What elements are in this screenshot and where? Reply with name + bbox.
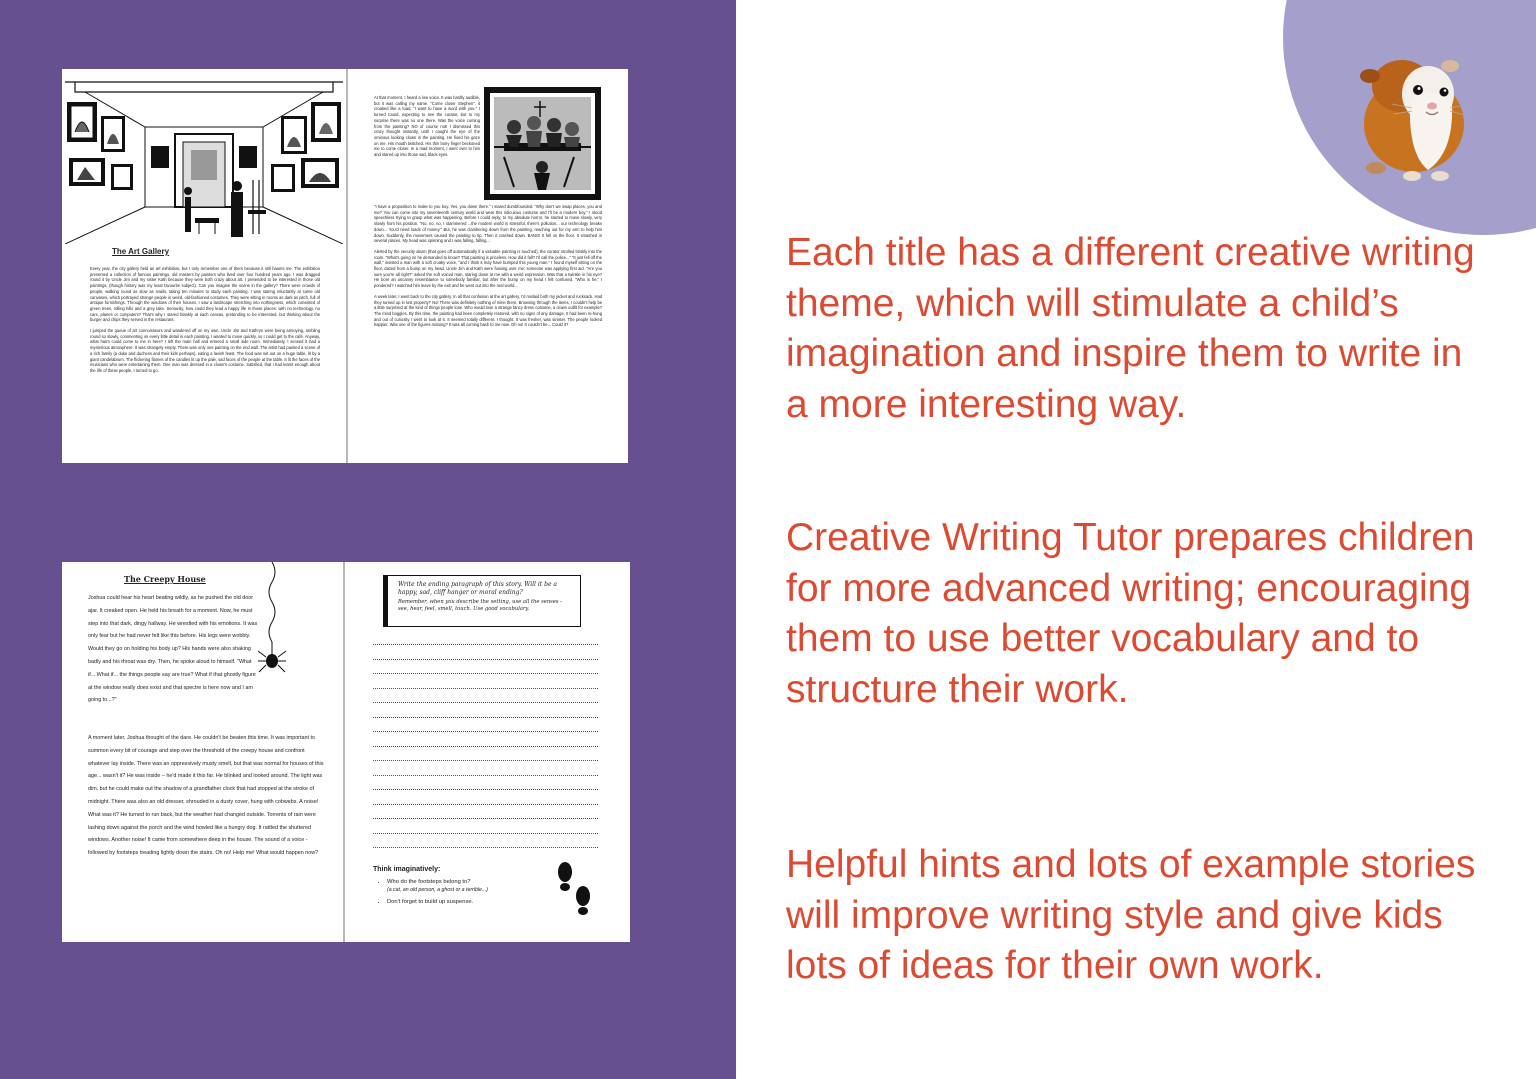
creepy-house-title: The Creepy House	[124, 574, 206, 584]
creepy-house-left-page	[62, 562, 343, 942]
description-paragraph-1: Each title has a different creative writing theme, which will stimulate a child’s imagination and inspire them to write in a more interesting way.	[786, 231, 1475, 426]
writing-line	[373, 702, 598, 703]
painting-illustration	[484, 87, 601, 200]
writing-line	[373, 847, 598, 848]
writing-line	[373, 818, 598, 819]
creepy-house-text-top	[88, 592, 260, 713]
description-paragraph-3: Helpful hints and lots of example stories will improve writing style and give kids lots of ideas for their own work.	[786, 843, 1476, 987]
creepy-house-paragraph: A moment later, Joshua thought of the dare. He couldn't be beaten this time. It was important to summon every bit of courage and step over the threshold of the creepy house and confront whatever lay inside. There was an oppressively musty smell, but that was normal for houses of this age... wasn't it? He was inside – he'd made it this far. He blinked and looked around. The light was dim, but he could make out the shadow of a grandfather clock that had stopped at the stroke of midnight. There was also an old dresser, shrouded in a dusty cover, hung with cobwebs. A noise! What was it? He turned to run back, but the weather had changed outside. Torrents of rain were lashing down against the porch and the wind howled like a hungry dog. It rattled the shuttered windows. Another noise! It came from somewhere deep in the house. The sound of a voice - followed by footsteps treading lightly down the stairs. Oh no! Help me! What would happen now?	[88, 735, 324, 857]
art-gallery-title: The Art Gallery	[112, 247, 170, 256]
think-item-text: Don't forget to build up suspense.	[387, 899, 474, 905]
writing-line	[373, 731, 598, 732]
art-gallery-right-text	[374, 204, 602, 333]
creepy-house-paragraph: Joshua could hear his heart beating wildly, as he pushed the old door ajar. It creaked open. He held his breath for a moment. Now, he must step into that dark, dingy hallway. He wrestled with his emotions. It was only fear but he had never felt like this before. His legs were wobbly. Would they go on holding his body up? His hands were also shaking badly and his throat was dry. Then, he spoke aloud to himself. "What if... What if... the things people say are true? What if that ghostly figure at the window really does exist and that spectre is here now and I am going to...?"	[88, 595, 258, 704]
prompt-reminder: Remember, when you describe the setting, use all the senses - see, hear, feel, smell, touch. Use good vocabulary.	[398, 599, 562, 613]
writing-line	[373, 673, 598, 674]
art-gallery-paragraph: I jumped the queue of art connoisseurs and wandered off on my own. Uncle Jim and Kathryn were being annoying, ambling round so slowly, commenting on every little detail in each painting. I wanted to move quickly, so I could get to the café. Anyway, what harm could come to me in here? I left the main hall and entered a small side room. Immediately, I sensed it had a mysterious atmosphere. It was strangely empty. There was only one painting on the end wall. The artist had painted a scene of a rich family (a duke and duchess and their kids perhaps), eating a lavish feast. The food was set out on a huge table, lit by a giant candelabrum. The flickering flames of the candles lit up the pale, sad faces of the people at the table. It lit the faces of the musicians who were entertaining them. One man was dressed in a clown's costume. Satisfied, that I had learnt enough about the life of these people, I turned to go.	[90, 328, 320, 373]
think-item-text: Who do the footsteps belong to?	[387, 879, 471, 885]
art-gallery-paragraph: Alerted by the security alarm (that goes off automatically if a valuable painting is touched), the curator strolled briskly into the room. "What's going on he demanded to know? That painting is priceless. How did it fall? I'll call the police..." "It just fell off the wall," insisted a man with a soft croaky voice, "and I think it may have bumped this young man." I found myself sitting on the floor, dazed from a bump on my head. Uncle Jim and Kath were fussing over me; someone was applying first aid. "Are you sure you're all right?" asked the soft voiced man, staring down at me with a weird expression. Was that a twinkle in his eye? He bore an uncanny resemblance to somebody familiar, but after the bump on my head I felt confused. "Who is he," I pondered? I watched him leave by the exit and he went out into the real world...	[374, 248, 602, 289]
left-panel	[0, 0, 736, 1079]
writing-line	[373, 644, 598, 645]
writing-line	[373, 717, 598, 718]
art-gallery-spread	[62, 69, 628, 463]
spider-icon	[258, 562, 298, 674]
gutter	[343, 562, 345, 942]
description-paragraph-2: Creative Writing Tutor prepares children for more advanced writing; encouraging them to use better vocabulary and to structure their work.	[786, 516, 1475, 711]
think-item	[387, 878, 553, 894]
think-imaginatively	[373, 866, 553, 910]
art-gallery-paragraph: A week later, I went back to the city gallery. In all that confusion at the art gallery, I'd mislaid both my jacket and rucksack. Had they turned up in lost property? No! There was definitely nothing of mine there. Browsing through the items, I couldn't help be a little surprised at the kind of things people lose. Who would lose a strange fancy dress costume, a clown outfit for example? The mind boggles. By this time, the painting had been completely restored, with no signs of any damage. It had been re-hung and out of curiosity I went to look at it. It seemed totally different. I thought. It was fresher, was sinister. The people looked happier. Was one of the figures missing? It was all coming back to me now. Oh no! It couldn't be... Could it?	[374, 293, 602, 328]
art-gallery-paragraph: "I have a proposition to make to you boy. Yes, you down there." I stared dumbfounded. "Why don't we swap places, you and me? You can come into my seventeenth century world and wear this ridiculous costume and I'll be a modern boy." I stood speechless trying to grasp what was happening. Before I could reply, to my absolute horror, he started to move slowly, very slowly from his position. "No, no, no, I stammered ...the modern world is stressful, there's pollution... our technology breaks down... You'd need loads of money." But, he was clambering down from the painting, reaching out for my arm to help him down. Suddenly, the movement caused the painting to tip. Then it crashed down. BANG! It fell on the floor. It smashed in several places. My head was spinning and I was falling, falling...	[374, 204, 602, 244]
writing-lines	[373, 644, 598, 862]
think-item	[387, 898, 553, 906]
creepy-house-text-bottom	[88, 732, 326, 866]
think-list	[373, 878, 553, 906]
writing-line	[373, 789, 598, 790]
footprints-icon	[551, 860, 599, 922]
writing-line	[373, 775, 598, 776]
writing-line	[373, 659, 598, 660]
think-heading: Think imaginatively:	[373, 866, 441, 873]
art-gallery-right-page	[348, 69, 628, 463]
writing-line	[373, 760, 598, 761]
art-gallery-paragraph: Every year, the city gallery held an art exhibition, but I only remember one of them because it still haunts me. The exhibition presented a collection of famous paintings, old masters by painters who lived over four hundred years ago. I was dragged round it by Uncle Jim and my sister Kath because they were both crazy about art. I pretended to be interested in those old paintings, (though history was my least favourite subject). Can you imagine the scene in the gallery? There were crowds of people, walking round as slow as snails, taking ten minutes to study each painting. I was staring reluctantly at some old canvases, which portrayed strange people in weird, old-fashioned costumes. They were sitting in rooms as dark as pitch, full of antique furnishings. Through the windows of their houses, I saw a landscape stretching into nothingness, which consisted of green trees, rolling hills and a grey lake. Seriously, how could they lead a happy life in those places: with no technology, no cars, planes or computers? That's why I stared blankly at each canvas, pretending to be interested, but thinking about the burger and chips they served in the restaurant.	[90, 266, 320, 323]
art-gallery-left-text	[90, 266, 320, 379]
think-item-subtext: (a cat, an old person, a ghost or a terrible...)	[387, 887, 488, 893]
writing-line	[373, 688, 598, 689]
art-gallery-right-intro	[374, 95, 480, 163]
writing-prompt-box	[383, 575, 581, 627]
creepy-house-right-page	[346, 562, 630, 942]
prompt-instruction: Write the ending paragraph of this story. Will it be a happy, sad, cliff hanger or moral ending?	[398, 581, 557, 596]
writing-line	[373, 804, 598, 805]
art-gallery-left-page	[62, 69, 346, 463]
guinea-pig-icon	[1352, 42, 1482, 184]
writing-line	[373, 833, 598, 834]
gallery-illustration	[65, 72, 343, 244]
writing-line	[373, 746, 598, 747]
art-gallery-paragraph: At that moment, I heard a low voice. It was hardly audible, but it was calling my name. "Come closer Stephen", it croaked like a toad. "I want to have a word with you." I turned round, expecting to see the curator, but to my surprise there was no one there. Was the voice coming from the painting? NO of course not! I dismissed this crazy thought instantly, until I caught the eye of the ominous looking clown in the painting. He fixed his gaze on me. His mouth twitched. His thin bony finger beckoned me to come closer. In a mad moment, I went over to him and stared up into those sad, black eyes.	[374, 95, 480, 158]
creepy-house-spread	[62, 562, 630, 942]
